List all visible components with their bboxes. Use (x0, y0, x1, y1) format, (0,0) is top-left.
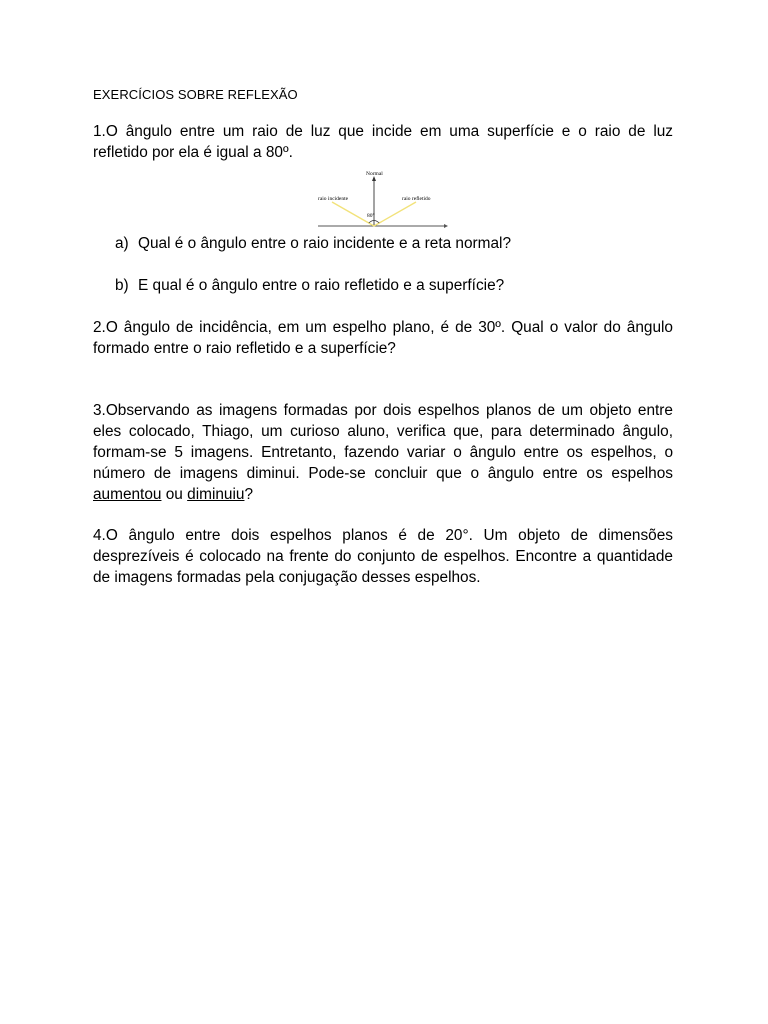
reflected-ray (374, 202, 416, 226)
incident-ray-label: raio incidente (318, 196, 349, 202)
surface-arrow-icon (444, 224, 448, 228)
question-1-text: 1.O ângulo entre um raio de luz que incide em uma superfície e o raio de luz refletido por ela é igual a 80º. (93, 123, 673, 161)
reflected-ray-label: raio refletido (402, 196, 431, 202)
question-1b-letter: b) (115, 277, 129, 294)
question-3-connector: ou (161, 486, 188, 503)
normal-label: Normal (366, 171, 383, 177)
question-4-text: 4.O ângulo entre dois espelhos planos é de 20°. Um objeto de dimensões desprezíveis é colocado na frente do conjunto de espelhos. Encontre a quantidade de imagens formadas pela conjugação desses espelhos. (93, 527, 673, 586)
question-3-end: ? (244, 486, 254, 503)
reflection-diagram (318, 166, 448, 232)
question-1b-text: E qual é o ângulo entre o raio refletido e a superfície? (138, 277, 505, 294)
question-3-body: 3.Observando as imagens formadas por dois espelhos planos de um objeto entre eles colocado, Thiago, um curioso aluno, verifica que, para determinado ângulo, formam-se 5 imagens. Entretanto, fazendo variar o ângulo entre os espelhos, o número de imagens diminui. Pode-se concluir que o ângulo entre os espelhos (93, 402, 673, 482)
reflection-diagram-svg (318, 166, 448, 232)
question-1a-letter: a) (115, 235, 129, 252)
question-1b (115, 275, 504, 296)
angle-label: 80° (367, 213, 375, 219)
question-1a-text: Qual é o ângulo entre o raio incidente e a reta normal? (138, 235, 512, 252)
question-2-text: 2.O ângulo de incidência, em um espelho plano, é de 30º. Qual o valor do ângulo formado entre o raio refletido e a superfície? (93, 319, 673, 357)
option-diminuiu: diminuiu (187, 486, 245, 503)
option-aumentou: aumentou (93, 486, 162, 503)
question-3-text (93, 400, 673, 505)
document-title: EXERCÍCIOS SOBRE REFLEXÃO (93, 87, 298, 102)
question-1a (115, 233, 511, 254)
